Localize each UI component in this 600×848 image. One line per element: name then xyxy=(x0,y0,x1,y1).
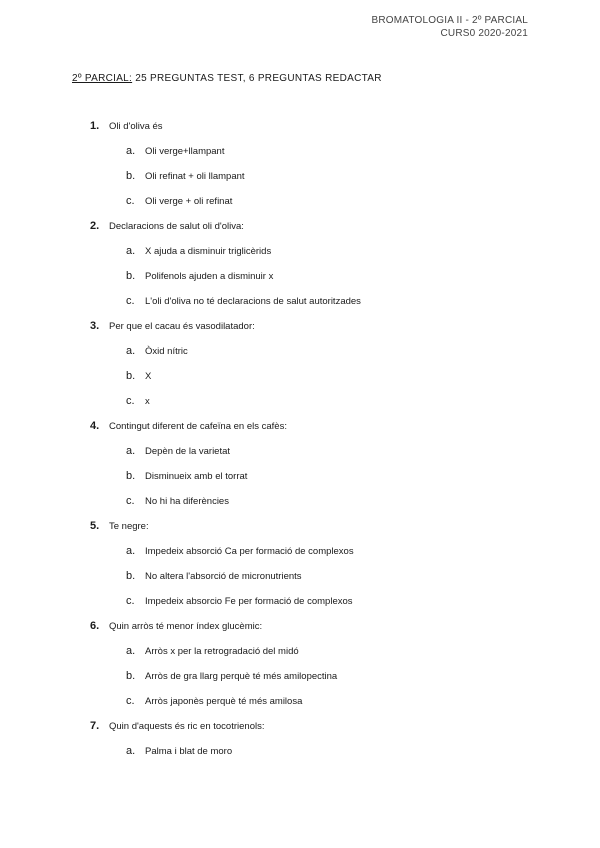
question-number: 5. xyxy=(90,520,100,532)
question-list xyxy=(0,120,600,770)
question-number: 7. xyxy=(90,720,100,732)
option-letter: a. xyxy=(126,245,136,257)
answer-option xyxy=(0,445,600,470)
answer-option xyxy=(0,370,600,395)
question-number: 3. xyxy=(90,320,100,332)
exam-title-text: 25 PREGUNTAS TEST, 6 PREGUNTAS REDACTAR xyxy=(132,73,382,84)
option-letter: b. xyxy=(126,670,136,682)
option-letter: c. xyxy=(126,695,135,707)
answer-option xyxy=(0,195,600,220)
option-letter: c. xyxy=(126,495,135,507)
question-text: Quin arròs té menor índex glucèmic: xyxy=(109,621,263,632)
header-course: BROMATOLOGIA II - 2º PARCIAL xyxy=(371,15,528,26)
option-text: Oli refinat + oli llampant xyxy=(145,171,245,182)
option-text: Impedeix absorció Ca per formació de complexos xyxy=(145,546,354,557)
option-letter: a. xyxy=(126,645,136,657)
answer-option xyxy=(0,595,600,620)
page-header xyxy=(371,14,528,40)
question-1 xyxy=(0,120,600,145)
question-6 xyxy=(0,620,600,645)
option-letter: b. xyxy=(126,270,136,282)
option-letter: c. xyxy=(126,595,135,607)
question-text: Oli d'oliva és xyxy=(109,121,163,132)
option-text: X ajuda a disminuir triglicèrids xyxy=(145,246,272,257)
question-2 xyxy=(0,220,600,245)
answer-option xyxy=(0,495,600,520)
option-letter: b. xyxy=(126,170,136,182)
answer-option xyxy=(0,695,600,720)
option-letter: b. xyxy=(126,470,136,482)
question-text: Te negre: xyxy=(109,521,149,532)
option-letter: a. xyxy=(126,445,136,457)
question-text: Per que el cacau és vasodilatador: xyxy=(109,321,255,332)
question-text: Declaracions de salut oli d'oliva: xyxy=(109,221,244,232)
option-text: Arròs de gra llarg perquè té més amilopectina xyxy=(145,671,338,682)
question-number: 4. xyxy=(90,420,100,432)
answer-option xyxy=(0,245,600,270)
exam-title-label: 2º PARCIAL: xyxy=(72,73,133,84)
option-text: No hi ha diferències xyxy=(145,496,229,507)
answer-option xyxy=(0,545,600,570)
question-text: Contingut diferent de cafeïna en els cafès: xyxy=(109,421,287,432)
answer-option xyxy=(0,745,600,770)
question-5 xyxy=(0,520,600,545)
option-letter: c. xyxy=(126,195,135,207)
option-letter: a. xyxy=(126,145,136,157)
option-text: Arròs x per la retrogradació del midó xyxy=(145,646,299,657)
option-letter: a. xyxy=(126,545,136,557)
option-text: Impedeix absorcio Fe per formació de complexos xyxy=(145,596,353,607)
question-4 xyxy=(0,420,600,445)
option-text: X xyxy=(145,371,152,382)
option-text: Oli verge+llampant xyxy=(145,146,225,157)
option-text: Polifenols ajuden a disminuir x xyxy=(145,271,274,282)
question-7 xyxy=(0,720,600,745)
option-text: Òxid nítric xyxy=(145,346,188,357)
option-letter: a. xyxy=(126,745,136,757)
option-letter: c. xyxy=(126,295,135,307)
answer-option xyxy=(0,145,600,170)
question-number: 1. xyxy=(90,120,100,132)
answer-option xyxy=(0,170,600,195)
question-3 xyxy=(0,320,600,345)
question-number: 2. xyxy=(90,220,100,232)
answer-option xyxy=(0,570,600,595)
answer-option xyxy=(0,395,600,420)
option-letter: b. xyxy=(126,570,136,582)
option-text: Palma i blat de moro xyxy=(145,746,233,757)
option-text: Depèn de la varietat xyxy=(145,446,231,457)
option-text: No altera l'absorció de micronutrients xyxy=(145,571,302,582)
option-text: Oli verge + oli refinat xyxy=(145,196,233,207)
answer-option xyxy=(0,270,600,295)
question-number: 6. xyxy=(90,620,100,632)
option-text: L'oli d'oliva no té declaracions de salut autoritzades xyxy=(145,296,361,307)
answer-option xyxy=(0,345,600,370)
option-text: Disminueix amb el torrat xyxy=(145,471,248,482)
answer-option xyxy=(0,295,600,320)
answer-option xyxy=(0,645,600,670)
answer-option xyxy=(0,670,600,695)
option-letter: b. xyxy=(126,370,136,382)
option-letter: c. xyxy=(126,395,135,407)
header-year: CURS0 2020-2021 xyxy=(440,28,528,39)
question-text: Quin d'aquests és ric en tocotrienols: xyxy=(109,721,265,732)
answer-option xyxy=(0,470,600,495)
exam-title xyxy=(72,73,382,84)
option-text: x xyxy=(145,396,150,407)
option-letter: a. xyxy=(126,345,136,357)
option-text: Arròs japonès perquè té més amilosa xyxy=(145,696,303,707)
